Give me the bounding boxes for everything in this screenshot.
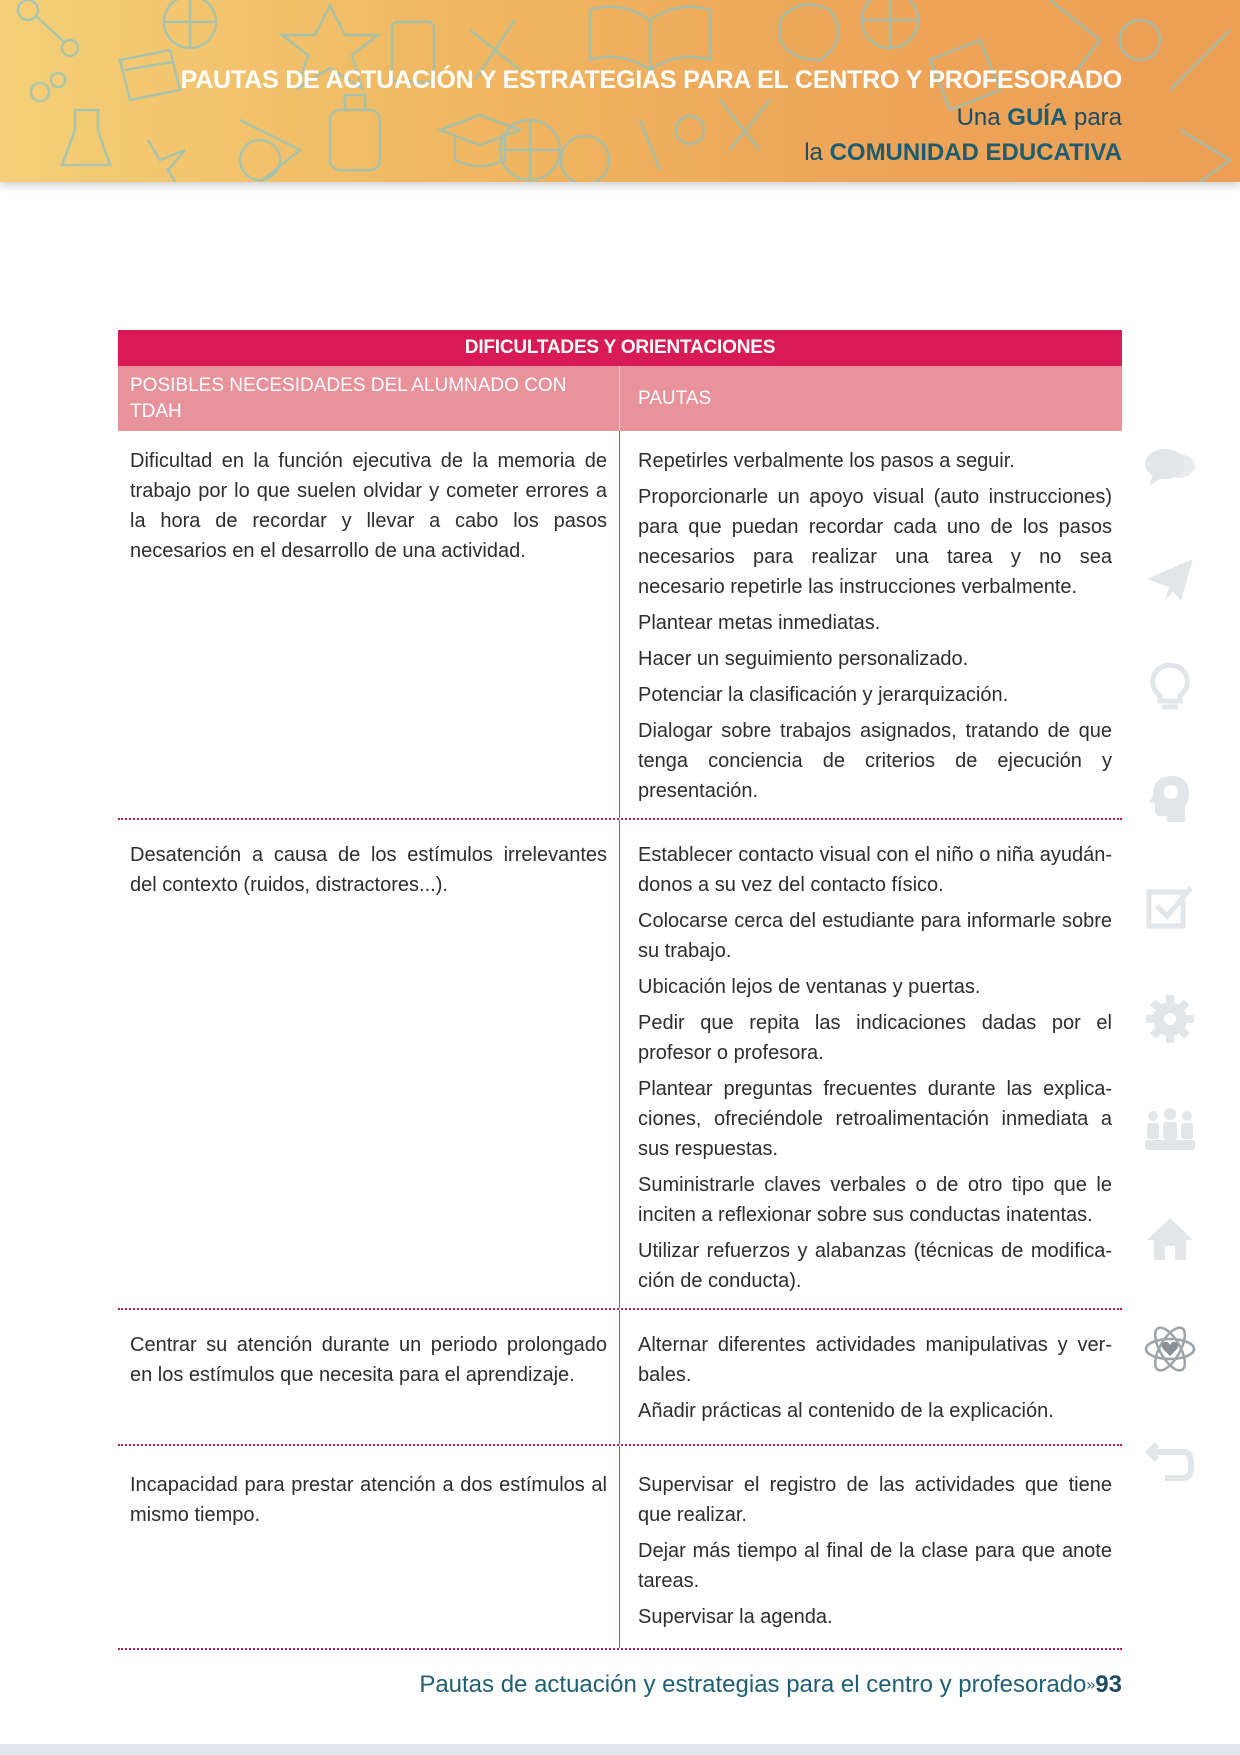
need-cell [118,820,620,1308]
page-footer [419,1671,1122,1699]
column-header-pautas: PAUTAS [638,387,712,409]
pauta-item: Utilizar refuerzos y alabanzas (técnicas de modificación de conducta). [638,1240,1112,1292]
banner-title: PAUTAS DE ACTUACIÓN Y ESTRATEGIAS PARA EL CENTRO Y PROFESORADO [180,66,1122,94]
pauta-item: Potenciar la clasificación y jerarquización. [638,684,1009,706]
return-arrow-icon[interactable] [1143,1432,1197,1486]
banner-subtitle-community: la COMUNIDAD EDUCATIVA [804,139,1122,166]
home-icon[interactable] [1143,1212,1197,1266]
pauta-item: Establecer contacto visual con el niño o niña ayudándonos a su vez del contacto físico. [638,844,1112,896]
pauta-item: Dialogar sobre trabajos asignados, tratando de que tenga conciencia de criterios de ejecución y presentación. [638,720,1112,802]
need-cell [118,1446,620,1648]
footer-arrows: » [1086,1676,1096,1694]
footer-text: Pautas de actuación y estrategias para el centro y profesorado [419,1671,1087,1698]
head-gear-icon[interactable] [1143,772,1197,826]
table-row [118,820,1122,1310]
pauta-item: Plantear preguntas frecuentes durante las explicaciones, ofreciéndole retroalimentación inmediata a sus respuestas. [638,1078,1112,1160]
checkbox-icon[interactable] [1143,882,1197,936]
pauta-item: Colocarse cerca del estudiante para informarle sobre su trabajo. [638,910,1112,962]
pauta-item: Añadir prácticas al contenido de la explicación. [638,1400,1054,1422]
people-group-icon[interactable] [1143,1102,1197,1156]
pauta-item: Ubicación lejos de ventanas y puertas. [638,976,981,998]
need-text: Incapacidad para prestar atención a dos estímulos al mismo tiempo. [130,1474,607,1526]
column-header-needs: POSIBLES NECESIDADES DEL ALUMNADO CON TDAH [118,366,620,431]
need-cell [118,1310,620,1444]
pauta-item: Proporcionarle un apoyo visual (auto instrucciones) para que puedan recordar cada uno de los pasos necesarios para realizar una tarea y no sea necesario repetirle las instrucciones verbalmente. [638,486,1112,598]
need-cell [118,431,620,818]
table-row [118,1310,1122,1446]
difficulties-table [118,330,1122,1650]
speech-bubbles-icon[interactable] [1143,442,1197,496]
lightbulb-icon[interactable] [1143,660,1197,714]
paper-plane-icon[interactable] [1143,553,1197,607]
table-title: DIFICULTADES Y ORIENTACIONES [118,330,1122,366]
pauta-item: Pedir que repita las indicaciones dadas por el profesor o profesora. [638,1012,1112,1064]
banner-subtitle-guide: Una GUÍA para [956,104,1122,131]
pauta-item: Repetirles verbalmente los pasos a seguir. [638,450,1015,472]
pauta-item: Hacer un seguimiento personalizado. [638,648,969,670]
need-text: Dificultad en la función ejecutiva de la memoria de trabajo por lo que suelen olvidar y cometer errores a la hora de recordar y llevar a cabo los pasos necesarios en el desarrollo de una actividad. [130,450,607,562]
pauta-item: Plantear metas inmediatas. [638,612,881,634]
page-number: 93 [1095,1671,1122,1698]
pautas-cell [620,820,1122,1308]
need-text: Centrar su atención durante un periodo prolongado en los estímulos que necesita para el aprendizaje. [130,1334,607,1386]
pauta-item: Alternar diferentes actividades manipulativas y verbales. [638,1334,1112,1386]
pautas-cell [620,1310,1122,1444]
need-text: Desatención a causa de los estímulos irrelevantes del contexto (ruidos, distractores...). [130,844,607,896]
header-banner [0,0,1240,182]
table-row [118,1446,1122,1650]
atom-heart-icon[interactable] [1143,1322,1197,1376]
pauta-item: Supervisar la agenda. [638,1606,833,1628]
pautas-cell [620,431,1122,818]
pauta-item: Dejar más tiempo al final de la clase para que anote tareas. [638,1540,1112,1592]
table-header-row [118,366,1122,431]
pauta-item: Suministrarle claves verbales o de otro tipo que le inciten a reflexionar sobre sus conductas inatentas. [638,1174,1112,1226]
pautas-cell [620,1446,1122,1648]
pauta-item: Supervisar el registro de las actividades que tiene que realizar. [638,1474,1112,1526]
table-row [118,431,1122,820]
bottom-bar [0,1744,1240,1755]
gear-icon[interactable] [1143,992,1197,1046]
